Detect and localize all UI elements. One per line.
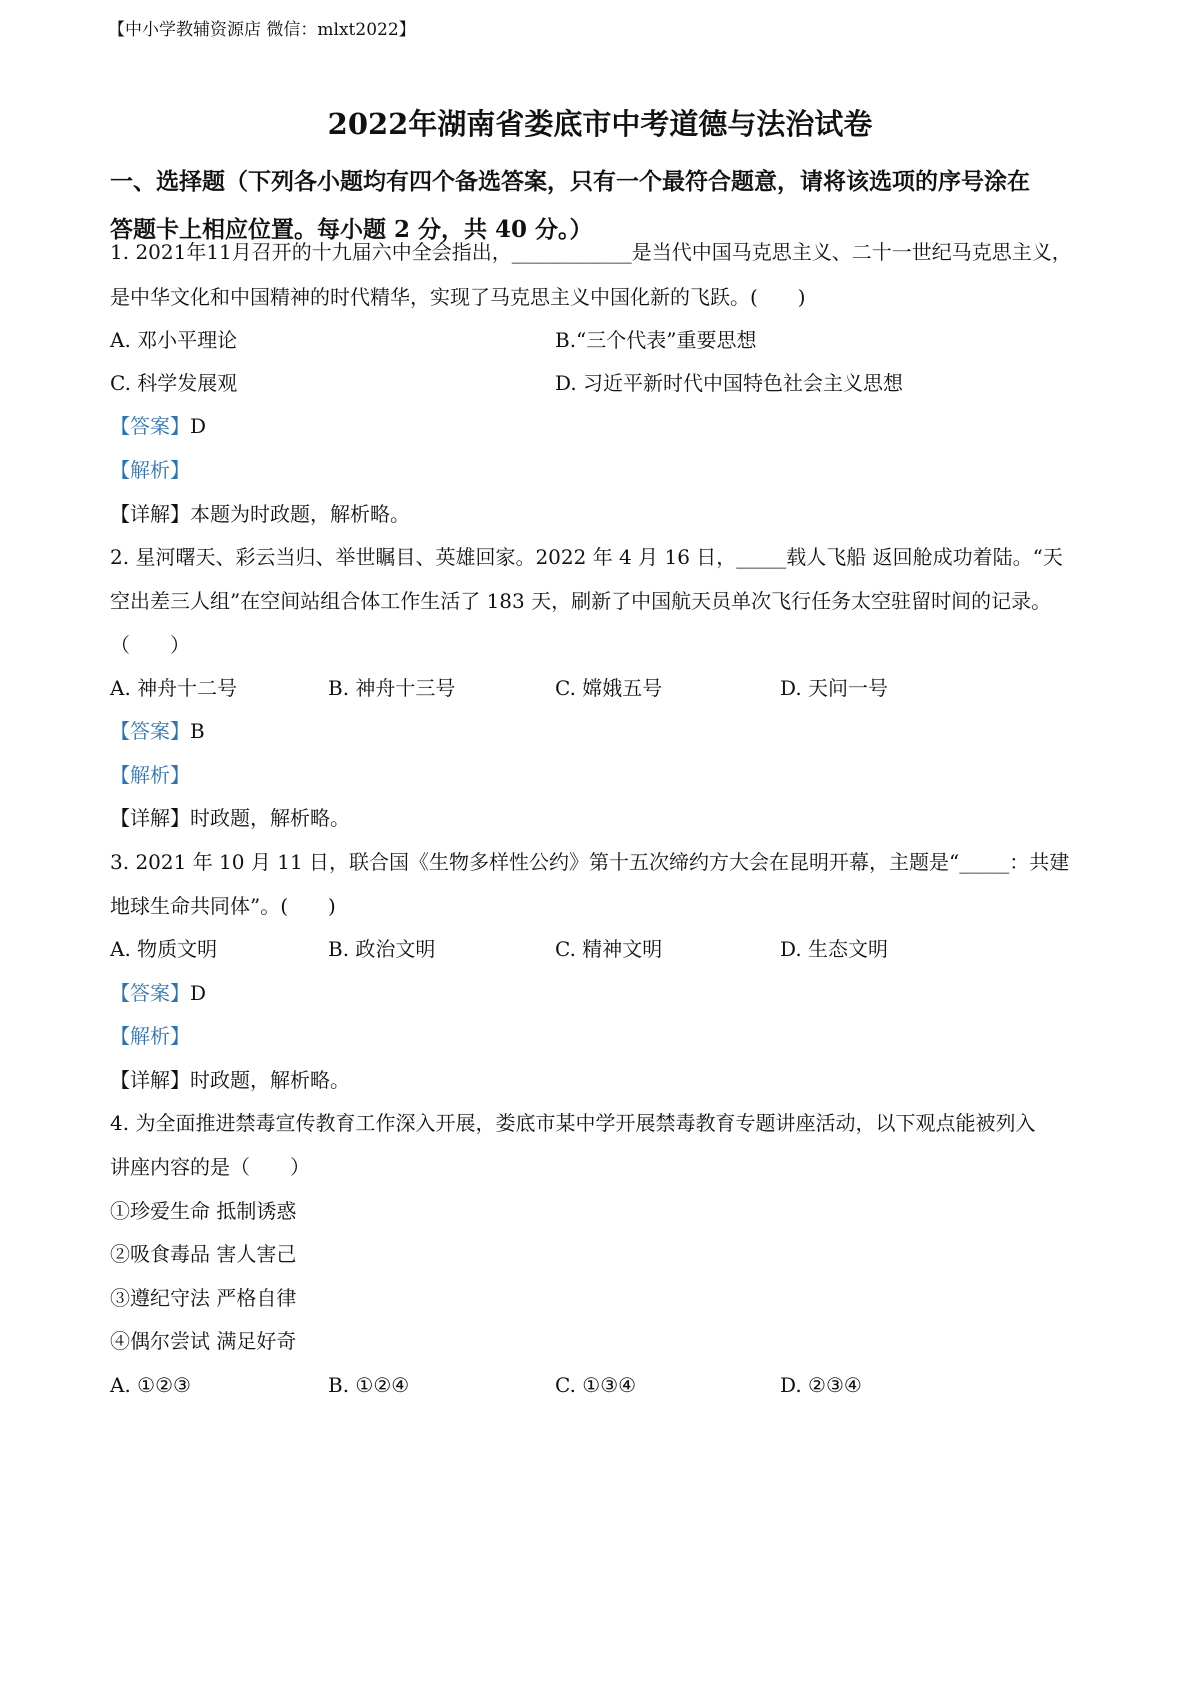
q2-stem-line-3: （ ） [110, 633, 190, 657]
q3-detail: 【详解】时政题，解析略。 [110, 1068, 350, 1092]
q1-answer [110, 411, 1100, 441]
q2-option-a: A. 神舟十二号 [110, 676, 238, 700]
q2-detail: 【详解】时政题，解析略。 [110, 806, 350, 830]
answer-tag: 【答案】 [110, 414, 190, 438]
answer-value: D [190, 414, 207, 438]
header-note: 【中小学教辅资源店 微信：mlxt2022】 [108, 20, 416, 40]
answer-tag: 【答案】 [110, 981, 190, 1005]
q3-option-d: D. 生态文明 [780, 937, 889, 961]
q2-analysis-tag: 【解析】 [110, 763, 190, 787]
section-heading-line-1: 一、选择题（下列各小题均有四个备选答案，只有一个最符合题意，请将该选项的序号涂在 [110, 168, 1030, 195]
q3-stem-line-2: 地球生命共同体”。( ) [110, 894, 336, 918]
q1-option-b: B.“三个代表”重要思想 [555, 328, 757, 352]
q1-stem-line-1: 1. 2021年11月召开的十九届六中全会指出，____________是当代中国马克思主义、二十一世纪马克思主义， [110, 240, 1072, 264]
q1-option-c: C. 科学发展观 [110, 371, 238, 395]
q2-stem-line-1: 2. 星河曙天、彩云当归、举世瞩目、英雄回家。2022 年 4 月 16 日，_____载人飞船 返回舱成功着陆。“天 [110, 545, 1063, 569]
answer-tag: 【答案】 [110, 719, 190, 743]
q3-option-a: A. 物质文明 [110, 937, 218, 961]
q2-option-d: D. 天问一号 [780, 676, 889, 700]
q4-stem-line-2: 讲座内容的是（ ） [110, 1155, 310, 1179]
q3-analysis-tag: 【解析】 [110, 1024, 190, 1048]
q4-item-1: ①珍爱生命 抵制诱惑 [110, 1199, 297, 1223]
q4-stem-line-1: 4. 为全面推进禁毒宣传教育工作深入开展，娄底市某中学开展禁毒教育专题讲座活动，以下观点能被列入 [110, 1111, 1036, 1135]
q1-option-d: D. 习近平新时代中国特色社会主义思想 [555, 371, 904, 395]
q3-answer [110, 978, 1100, 1008]
q4-option-b: B. ①②④ [328, 1373, 410, 1397]
q2-answer [110, 716, 1100, 746]
q3-option-c: C. 精神文明 [555, 937, 663, 961]
q2-option-c: C. 嫦娥五号 [555, 676, 663, 700]
q1-option-a: A. 邓小平理论 [110, 328, 238, 352]
answer-value: D [190, 981, 207, 1005]
q4-item-2: ②吸食毒品 害人害己 [110, 1242, 297, 1266]
q4-option-a: A. ①②③ [110, 1373, 191, 1397]
q1-detail: 【详解】本题为时政题，解析略。 [110, 502, 410, 526]
q4-option-c: C. ①③④ [555, 1373, 637, 1397]
q1-stem-line-2: 是中华文化和中国精神的时代精华，实现了马克思主义中国化新的飞跃。( ) [110, 285, 806, 309]
q2-stem-line-2: 空出差三人组”在空间站组合体工作生活了 183 天，刷新了中国航天员单次飞行任务太空驻留时间的记录。 [110, 589, 1052, 613]
page-title: 2022年湖南省娄底市中考道德与法治试卷 [327, 107, 873, 141]
q4-item-3: ③遵纪守法 严格自律 [110, 1286, 297, 1310]
q4-item-4: ④偶尔尝试 满足好奇 [110, 1329, 297, 1353]
answer-value: B [190, 719, 205, 743]
section-heading-line-2: 答题卡上相应位置。每小题 2 分，共 40 分。） [110, 216, 593, 243]
q3-stem-line-1: 3. 2021 年 10 月 11 日，联合国《生物多样性公约》第十五次缔约方大会在昆明开幕，主题是“_____：共建 [110, 850, 1070, 874]
q4-option-d: D. ②③④ [780, 1373, 862, 1397]
q2-option-b: B. 神舟十三号 [328, 676, 456, 700]
q3-option-b: B. 政治文明 [328, 937, 436, 961]
q1-analysis-tag: 【解析】 [110, 458, 190, 482]
